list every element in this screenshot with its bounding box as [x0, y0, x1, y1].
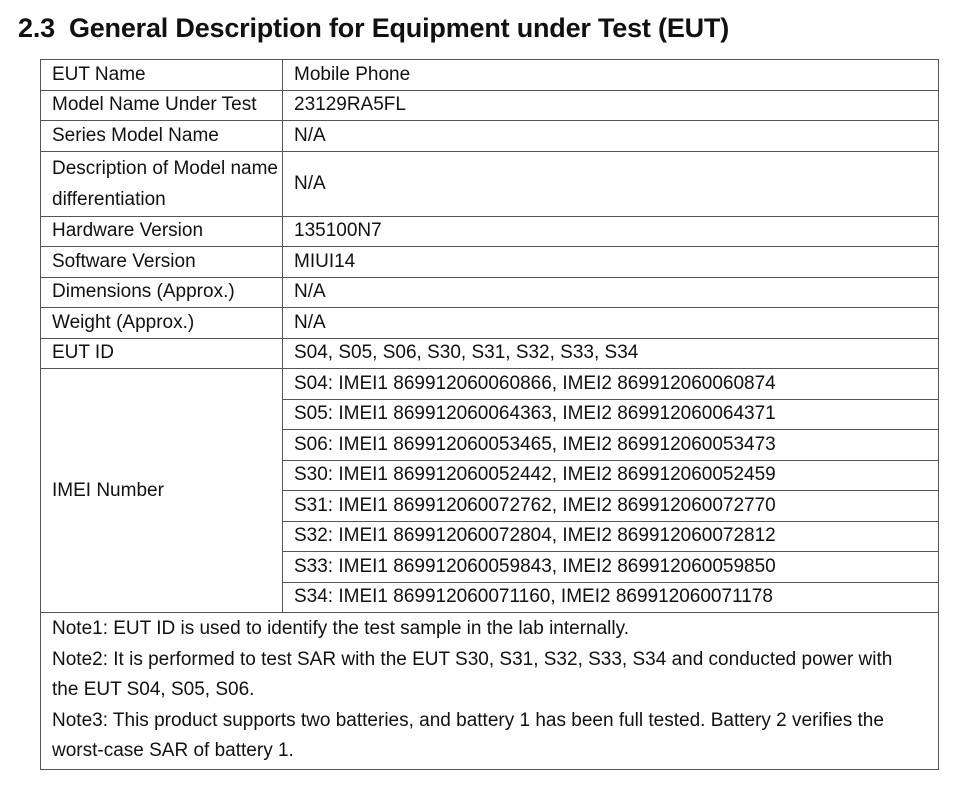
- row-value: S04, S05, S06, S30, S31, S32, S33, S34: [283, 338, 939, 369]
- row-value: 135100N7: [283, 216, 939, 247]
- table-row-model-name: [41, 90, 939, 121]
- table-row-weight: [41, 308, 939, 339]
- row-value: N/A: [283, 121, 939, 152]
- table-row-notes: [41, 613, 939, 770]
- imei-value: S04: IMEI1 869912060060866, IMEI2 869912060060874: [283, 369, 939, 400]
- table-row-hardware-version: [41, 216, 939, 247]
- row-value: MIUI14: [283, 247, 939, 278]
- imei-value: S05: IMEI1 869912060064363, IMEI2 869912060064371: [283, 399, 939, 430]
- row-value: N/A: [283, 308, 939, 339]
- imei-label: IMEI Number: [41, 369, 283, 613]
- imei-value: S33: IMEI1 869912060059843, IMEI2 869912060059850: [283, 552, 939, 583]
- note-1: Note1: EUT ID is used to identify the test sample in the lab internally.: [52, 618, 629, 639]
- eut-description-table: [40, 59, 939, 770]
- row-label: Model Name Under Test: [41, 90, 283, 121]
- table-row-eut-id: [41, 338, 939, 369]
- row-label: Weight (Approx.): [41, 308, 283, 339]
- section-heading: [18, 8, 729, 48]
- table-row-series-model: [41, 121, 939, 152]
- notes-cell: [41, 613, 939, 770]
- row-label: EUT Name: [41, 60, 283, 91]
- row-label: EUT ID: [41, 338, 283, 369]
- row-value: N/A: [283, 277, 939, 308]
- imei-value: S06: IMEI1 869912060053465, IMEI2 869912060053473: [283, 430, 939, 461]
- table-row-software-version: [41, 247, 939, 278]
- imei-value: S32: IMEI1 869912060072804, IMEI2 869912060072812: [283, 521, 939, 552]
- table-row-imei: [41, 369, 939, 400]
- row-label: Description of Model name differentiation: [41, 151, 283, 216]
- row-label: Series Model Name: [41, 121, 283, 152]
- imei-value: S31: IMEI1 869912060072762, IMEI2 869912060072770: [283, 491, 939, 522]
- row-label: Software Version: [41, 247, 283, 278]
- section-title: General Description for Equipment under Test (EUT): [68, 13, 730, 43]
- table-row-model-differentiation: [41, 151, 939, 216]
- row-value: N/A: [283, 151, 939, 216]
- imei-value: S30: IMEI1 869912060052442, IMEI2 869912060052459: [283, 460, 939, 491]
- section-number: 2.3: [18, 13, 55, 43]
- note-3: Note3: This product supports two batteries, and battery 1 has been full tested. Battery 2 verifies the worst-case SAR of battery 1.: [52, 709, 884, 762]
- table-row-dimensions: [41, 277, 939, 308]
- table-row-eut-name: [41, 60, 939, 91]
- row-label: Hardware Version: [41, 216, 283, 247]
- note-2: Note2: It is performed to test SAR with the EUT S30, S31, S32, S33, S34 and conducted power with the EUT S04, S05, S06.: [52, 648, 893, 701]
- imei-value: S34: IMEI1 869912060071160, IMEI2 869912060071178: [283, 582, 939, 613]
- row-value: Mobile Phone: [283, 60, 939, 91]
- row-label: Dimensions (Approx.): [41, 277, 283, 308]
- row-value: 23129RA5FL: [283, 90, 939, 121]
